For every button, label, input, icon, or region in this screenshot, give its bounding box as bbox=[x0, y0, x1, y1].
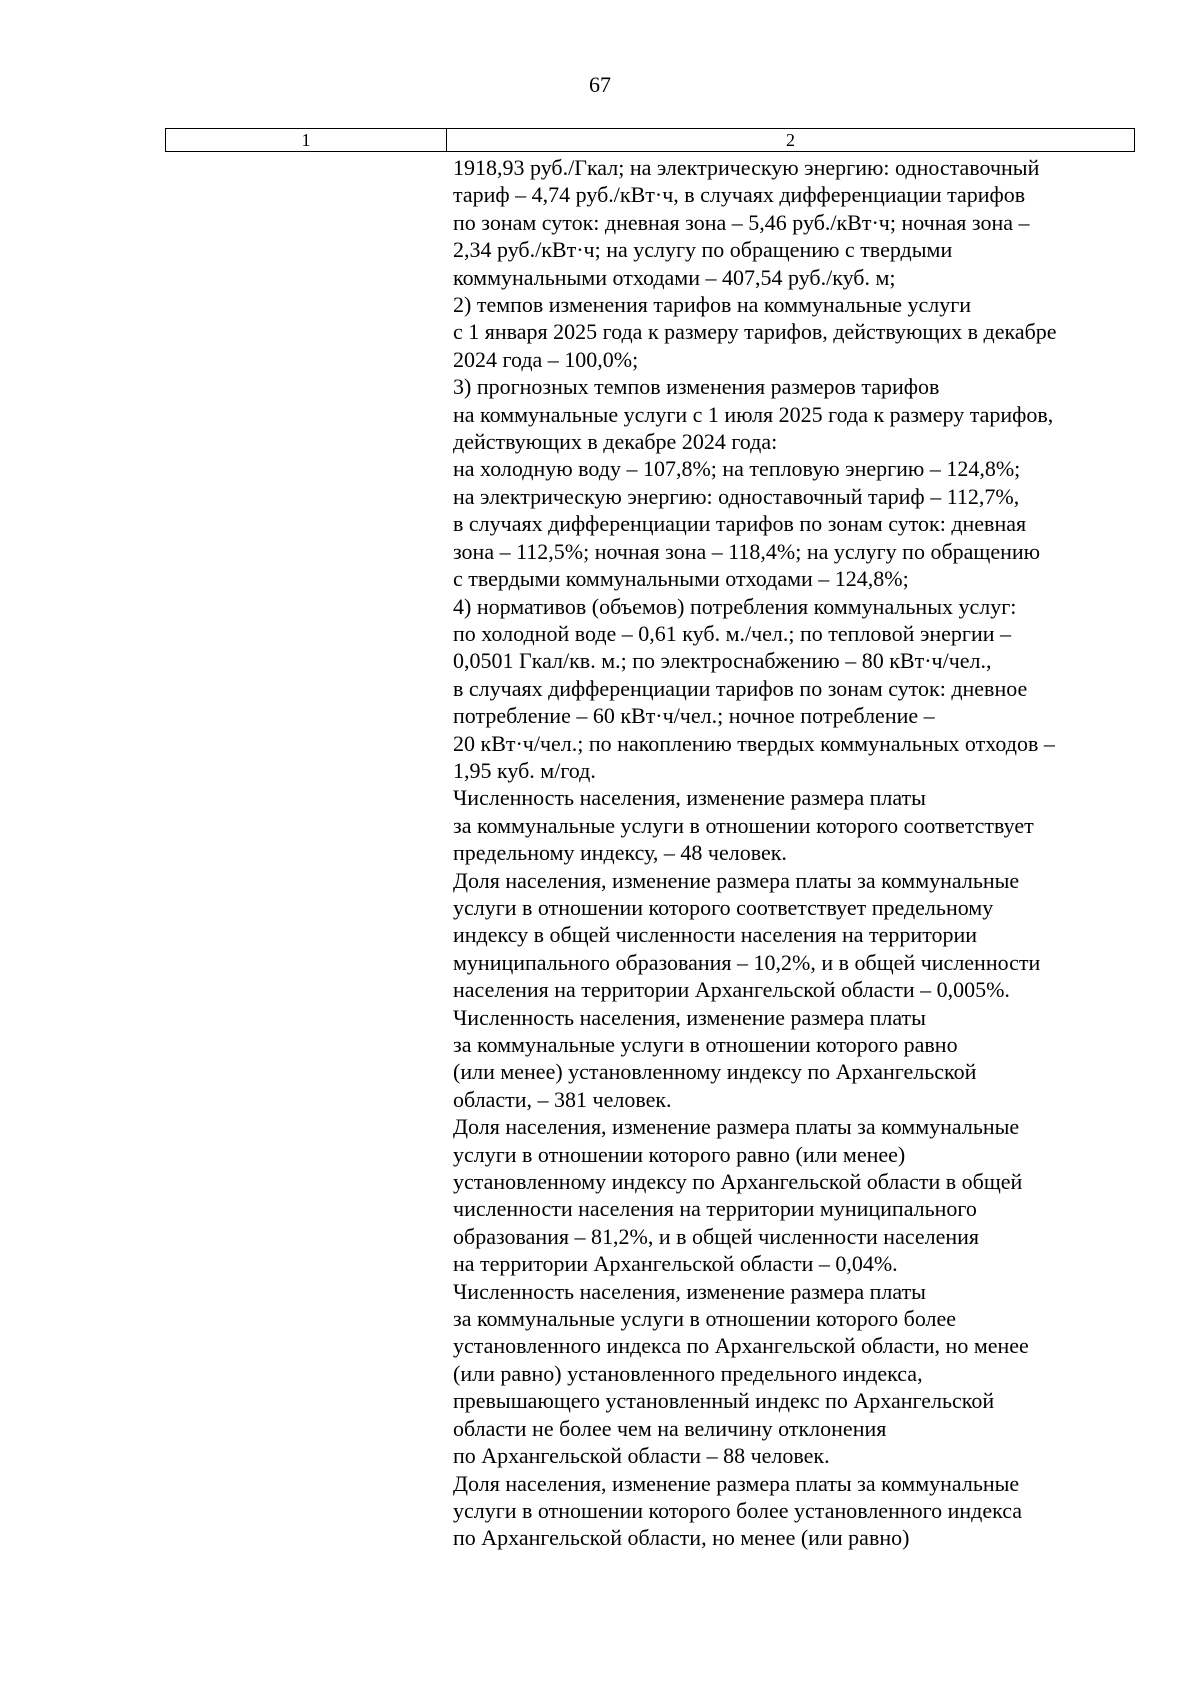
text-line: по Архангельской области, но менее (или равно) bbox=[453, 1525, 910, 1551]
text-line: предельному индексу, – 48 человек. bbox=[453, 840, 787, 866]
text-line: в случаях дифференциации тарифов по зонам суток: дневная bbox=[453, 511, 1027, 537]
text-line: численности населения на территории муниципального bbox=[453, 1196, 977, 1222]
text-line: коммунальными отходами – 407,54 руб./куб. м; bbox=[453, 264, 896, 290]
text-line: 4) нормативов (объемов) потребления коммунальных услуг: bbox=[453, 593, 1017, 619]
text-line: установленному индексу по Архангельской области в общей bbox=[453, 1169, 1023, 1195]
text-line: установленного индекса по Архангельской области, но менее bbox=[453, 1333, 1029, 1359]
text-line: за коммунальные услуги в отношении которого соответствует bbox=[453, 812, 1034, 838]
text-line: Доля населения, изменение размера платы за коммунальные bbox=[453, 1470, 1020, 1496]
text-line: 2) темпов изменения тарифов на коммунальные услуги bbox=[453, 292, 972, 318]
text-line: превышающего установленный индекс по Архангельской bbox=[453, 1388, 995, 1414]
text-line: области, – 381 человек. bbox=[453, 1086, 672, 1112]
text-line: 2024 года – 100,0%; bbox=[453, 346, 639, 372]
text-line: Доля населения, изменение размера платы за коммунальные bbox=[453, 867, 1020, 893]
text-line: 0,0501 Гкал/кв. м.; по электроснабжению – 80 кВт·ч/чел., bbox=[453, 648, 992, 674]
text-line: Численность населения, изменение размера платы bbox=[453, 1004, 926, 1030]
table-header-col1: 1 bbox=[166, 129, 447, 151]
table-body-row bbox=[165, 152, 1135, 1552]
text-line: Доля населения, изменение размера платы за коммунальные bbox=[453, 1114, 1020, 1140]
table-cell-col1 bbox=[165, 152, 453, 1552]
text-line: зона – 112,5%; ночная зона – 118,4%; на услугу по обращению bbox=[453, 538, 1041, 564]
text-line: области не более чем на величину отклонения bbox=[453, 1415, 887, 1441]
text-line: на коммунальные услуги с 1 июля 2025 года к размеру тарифов, bbox=[453, 401, 1054, 427]
text-line: на электрическую энергию: одноставочный тариф – 112,7%, bbox=[453, 483, 1020, 509]
text-line: услуги в отношении которого соответствует предельному bbox=[453, 894, 994, 920]
text-line: по зонам суток: дневная зона – 5,46 руб./кВт·ч; ночная зона – bbox=[453, 209, 1030, 235]
text-line: с твердыми коммунальными отходами – 124,8%; bbox=[453, 566, 909, 592]
text-line: на холодную воду – 107,8%; на тепловую энергию – 124,8%; bbox=[453, 456, 1021, 482]
text-line: Численность населения, изменение размера платы bbox=[453, 785, 926, 811]
text-line: Численность населения, изменение размера платы bbox=[453, 1278, 926, 1304]
text-line: за коммунальные услуги в отношении которого равно bbox=[453, 1032, 958, 1057]
text-line: по Архангельской области – 88 человек. bbox=[453, 1443, 830, 1469]
text-line: индексу в общей численности населения на территории bbox=[453, 922, 978, 948]
text-line: 20 кВт·ч/чел.; по накоплению твердых коммунальных отходов – bbox=[453, 730, 1055, 756]
text-line: 2,34 руб./кВт·ч; на услугу по обращению с твердыми bbox=[453, 237, 953, 263]
text-line: населения на территории Архангельской области – 0,005%. bbox=[453, 977, 1010, 1003]
text-line: услуги в отношении которого более установленного индекса bbox=[453, 1497, 1023, 1523]
text-line: на территории Архангельской области – 0,04%. bbox=[453, 1251, 898, 1277]
text-line: с 1 января 2025 года к размеру тарифов, действующих в декабре bbox=[453, 319, 1057, 345]
text-line: 1918,93 руб./Гкал; на электрическую энергию: одноставочный bbox=[453, 155, 1040, 180]
text-line: 3) прогнозных темпов изменения размеров тарифов bbox=[453, 374, 940, 400]
text-line: 1,95 куб. м/год. bbox=[453, 757, 596, 783]
text-line: по холодной воде – 0,61 куб. м./чел.; по тепловой энергии – bbox=[453, 620, 1011, 646]
text-line: потребление – 60 кВт·ч/чел.; ночное потребление – bbox=[453, 703, 935, 729]
document-table bbox=[165, 128, 1135, 1552]
text-line: тариф – 4,74 руб./кВт·ч, в случаях дифференциации тарифов bbox=[453, 182, 1026, 208]
text-line: услуги в отношении которого равно (или менее) bbox=[453, 1141, 906, 1167]
table-cell-col2 bbox=[453, 152, 1135, 1552]
page-number: 67 bbox=[589, 72, 611, 97]
text-line: (или менее) установленному индексу по Архангельской bbox=[453, 1059, 977, 1085]
table-header-row bbox=[165, 128, 1135, 152]
table-header-col2: 2 bbox=[786, 130, 795, 150]
text-line: (или равно) установленного предельного индекса, bbox=[453, 1360, 923, 1386]
text-line: муниципального образования – 10,2%, и в общей численности bbox=[453, 949, 1041, 975]
text-line: образования – 81,2%, и в общей численности населения bbox=[453, 1223, 980, 1249]
text-line: за коммунальные услуги в отношении которого более bbox=[453, 1306, 957, 1332]
text-line: действующих в декабре 2024 года: bbox=[453, 429, 778, 455]
text-line: в случаях дифференциации тарифов по зонам суток: дневное bbox=[453, 675, 1028, 701]
